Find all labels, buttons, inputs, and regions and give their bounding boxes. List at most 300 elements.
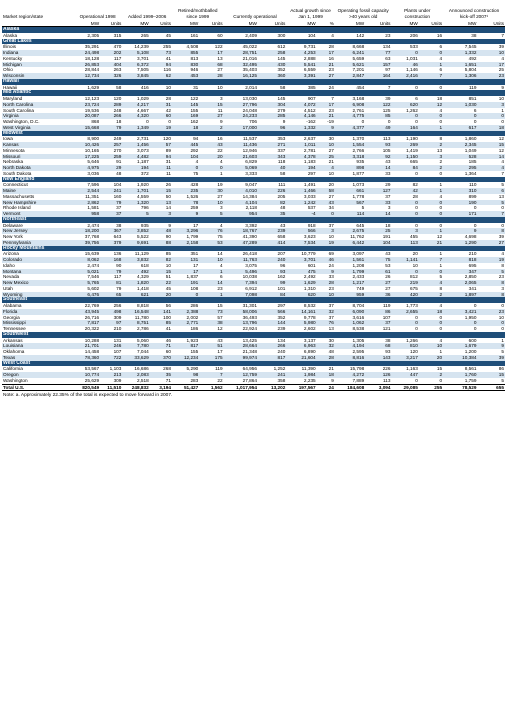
table-cell: 37 [365,320,391,326]
table-cell: 257 [100,142,122,148]
table-cell: 4 [439,55,443,61]
table-cell: 60 [165,349,171,354]
table-cell: 79 [100,200,122,206]
table-cell: 50 [165,193,171,199]
table-cell: 6,963 [286,343,316,349]
table-cell: 0 [501,119,504,124]
table-cell: 63 [385,55,391,61]
table-cell: 94 [150,154,172,160]
table-cell: 297 [307,170,316,176]
table-cell: 13 [150,200,172,206]
table-cell: 0 [419,50,443,56]
table-cell: 1,679 [443,343,477,349]
table-cell: 0 [415,119,418,124]
table-cell: 533 [410,44,418,50]
table-cell: 9 [168,222,171,228]
table-cell: 104 [307,32,316,38]
state-name: Delaware [3,222,23,228]
table-cell: 1,820 [122,280,149,286]
subheader-units: Units [100,19,122,27]
table-cell: 0 [392,269,419,275]
table-cell: 1,760 [443,372,477,378]
table-cell: 27 [217,67,223,73]
table-cell: 39,756 [73,240,100,246]
table-cell: 8,561 [464,366,477,372]
table-cell: 114 [335,211,365,217]
table-cell: 39 [385,96,391,101]
table-cell: 169 [172,113,199,119]
table-cell: 21 [328,366,334,372]
table-cell: 9 [501,84,504,90]
table-cell: 113 [392,240,419,246]
table-cell: 566 [258,309,286,315]
table-cell: 29 [100,165,122,171]
table-cell: 5 [361,205,365,211]
table-cell: 21,603 [224,154,258,160]
table-cell: 2,544 [73,188,100,194]
table-cell: 11 [150,165,172,171]
region-name: Midwest [2,131,505,137]
table-cell: 120 [163,136,171,142]
table-cell: 2,388 [172,309,199,315]
table-cell: 7,596 [87,182,100,188]
table-cell: 675 [410,285,418,291]
table-cell: 88 [150,240,172,246]
table-cell: 90 [165,234,171,239]
table-cell: 8,062 [73,257,100,263]
table-cell: 10 [199,257,223,263]
table-cell: 6,890 [303,349,316,354]
table-cell: 33 [385,170,391,176]
table-cell: 0 [439,119,443,124]
table-cell: 0 [473,205,477,211]
table-cell: 11,763 [224,257,258,263]
table-cell: 7,044 [136,349,149,354]
table-cell: 175 [199,355,223,361]
table-cell: 246 [100,343,122,349]
table-cell: 5 [501,377,504,383]
table-cell: 235 [172,188,199,194]
table-cell: 23 [385,32,391,38]
table-cell: 134 [382,44,391,50]
table-cell: 7,545 [464,44,477,50]
table-cell: 1 [199,292,223,298]
table-cell: 18 [172,125,199,131]
table-cell: 19 [478,257,506,263]
table-cell: 13 [217,55,223,61]
table-cell: 0 [146,119,149,124]
table-cell: 10 [478,50,506,56]
table-cell: 414 [258,240,286,246]
table-cell: 9 [317,125,335,131]
table-cell: 1,419 [406,147,418,153]
table-cell: 0 [501,326,504,331]
table-cell: 12 [498,136,504,142]
table-cell: 20 [328,182,334,188]
table-cell: 23,724 [73,102,100,108]
table-cell: 566 [286,228,316,234]
table-cell: 27 [328,193,334,199]
table-cell: 1,266 [406,337,418,343]
table-cell: 1,370 [352,136,365,142]
table-cell: 3,832 [122,257,149,263]
table-cell: 18,200 [73,228,100,234]
table-cell: 4 [317,165,335,171]
total-cell: 78,529 [443,384,477,391]
state-name: Rhode Island [3,205,31,211]
table-cell: 256 [113,303,122,308]
table-cell: 855 [172,50,199,56]
table-cell: 12,234 [172,355,199,361]
table-cell: 1,310 [303,285,316,291]
table-cell: 265 [140,32,149,38]
table-cell: 13 [436,147,443,153]
table-cell: 15 [478,142,506,148]
table-cell: 3,333 [245,170,257,176]
table-cell: 416 [140,84,149,90]
table-cell: 4 [501,159,504,165]
total-cell: 51,427 [172,384,199,391]
table-cell: 13,796 [224,320,258,326]
state-name: Arizona [3,251,19,257]
table-cell: 93 [258,269,286,275]
table-cell: 10 [328,234,334,239]
table-cell: 226 [258,188,286,194]
state-name: California [3,366,23,372]
table-cell: 286 [190,303,199,308]
table-cell: 45,022 [242,44,257,50]
table-cell: 946 [190,67,199,73]
table-cell: 1,029 [136,96,149,101]
table-cell: 62 [150,73,172,79]
table-cell: 2,409 [245,32,257,38]
table-cell: 30 [328,337,334,343]
table-cell: 207 [277,251,286,257]
state-name: Ohio [3,67,13,73]
table-cell: 0 [443,113,477,119]
table-cell: 935 [356,159,365,165]
table-cell: 89 [165,147,171,153]
table-cell: 23 [478,73,506,79]
total-cell: 184,608 [335,384,365,391]
table-cell: 420 [392,292,419,298]
table-cell: 78 [172,200,199,206]
table-cell: 0 [478,320,506,326]
table-cell: 259 [100,154,122,160]
plants-header: Plants under construction [404,8,431,19]
table-cell: 107 [382,314,391,320]
table-cell: 35 [258,211,286,217]
table-cell: 210 [468,251,477,257]
table-cell: 119 [469,84,477,90]
table-cell: 353 [277,136,286,142]
subheader-mw: MW [122,19,149,27]
region-name: Great Lakes [2,39,505,45]
table-cell: 84 [392,165,419,171]
table-cell: 17 [478,62,506,68]
table-cell: 100 [163,314,171,320]
table-cell: 145 [277,96,286,101]
table-cell: 315 [113,32,122,38]
table-cell: 145 [277,55,286,61]
table-cell: 5 [478,200,506,206]
table-cell: 14,384 [242,193,257,199]
table-cell: 528 [443,154,477,160]
table-cell: 1,242 [286,200,316,206]
table-cell: 1,773 [406,303,418,308]
table-cell: 155 [190,107,199,113]
table-cell: 94 [150,62,172,68]
table-cell: 4 [501,251,504,257]
table-cell: 6,912 [245,285,257,291]
table-cell: 22 [217,147,223,153]
table-cell: 239 [258,228,286,234]
table-cell: 14 [199,280,223,286]
table-cell: 1 [419,125,443,131]
table-cell: 8 [501,262,504,268]
table-cell: 2 [419,142,443,148]
region-name: Northeast [2,217,505,223]
table-cell: 4,072 [286,102,316,108]
table-cell: 43 [217,337,223,343]
table-cell: 8,532 [303,303,316,308]
table-cell: 23 [328,107,334,113]
table-cell: 2,771 [172,320,199,326]
table-cell: 3,075 [245,262,257,268]
table-cell: 5,522 [136,234,149,239]
table-cell: 58 [116,84,122,90]
table-cell: 119 [215,366,223,372]
table-cell: 6,372 [122,62,149,68]
table-cell: 1 [439,251,443,257]
table-cell: 42 [392,188,419,194]
table-cell: 0 [415,326,418,331]
table-cell: 23 [328,67,334,73]
table-cell: 21,604 [286,355,316,361]
table-cell: 19 [217,182,223,188]
table-cell: 3,616 [352,314,365,320]
table-cell: 120 [410,349,418,354]
table-cell: 1,923 [186,337,199,343]
total-cell: 11,510 [100,384,122,391]
subheader-mw: MW [286,19,316,27]
table-cell: 1,629 [286,280,316,286]
table-cell: 11 [166,170,171,176]
table-cell: 18 [116,119,122,124]
table-cell: 7 [478,211,506,217]
table-cell: 6,476 [73,292,100,298]
table-cell: 10 [328,170,334,176]
table-cell: 3 [478,102,506,108]
table-cell: 53 [385,262,391,268]
table-cell: 23 [217,285,223,291]
table-cell: 326 [100,73,122,79]
table-cell: 0 [361,119,365,124]
table-cell: 17,225 [73,154,100,160]
state-name: Colorado [2,257,73,263]
table-cell: 24 [328,84,334,90]
table-cell: 4,320 [122,113,149,119]
table-cell: 105 [382,147,391,153]
table-cell: 39 [498,234,504,239]
table-cell: 10 [217,84,223,90]
table-cell: 3,097 [352,251,365,257]
state-name: Michigan [2,62,73,68]
table-cell: 0 [415,222,418,228]
table-cell: 270 [113,147,122,153]
table-cell: 3,137 [303,337,316,343]
table-cell: 43 [385,251,391,257]
table-cell: 2,065 [443,280,477,286]
table-cell: 10 [498,96,504,101]
table-cell: 12,734 [73,73,100,79]
table-cell: 37 [328,303,334,308]
table-cell: 4,559 [136,193,149,199]
table-cell: 3,391 [286,73,316,79]
table-cell: 14,161 [286,309,316,315]
table-cell: 643 [113,234,122,239]
table-cell: 2,675 [335,228,365,234]
table-cell: 4 [478,165,506,171]
table-cell: 15 [478,372,506,378]
table-cell: 11,351 [85,193,100,199]
table-cell: 58 [280,170,286,176]
table-cell: 28,664 [224,343,258,349]
table-cell: 347 [443,269,477,275]
table-cell: 38 [116,222,122,228]
table-cell: 51 [165,274,171,280]
table-cell: 11,537 [242,136,257,142]
table-cell: 310 [443,188,477,194]
table-cell: 61 [365,269,391,275]
state-name: Mississippi [2,320,73,326]
table-cell: 20,087 [73,113,100,119]
table-cell: 0 [419,200,443,206]
table-cell: 39 [498,44,504,50]
table-cell: 0 [501,303,504,308]
table-cell: 3,217 [392,355,419,361]
table-cell: 492 [122,269,149,275]
table-cell: 1,466 [286,188,316,194]
table-cell: 10,038 [242,274,257,280]
table-cell: 454 [356,84,365,90]
table-cell: 210 [113,326,122,331]
table-cell: 1,581 [87,205,100,211]
table-cell: 10,384 [443,355,477,361]
table-cell: 10 [165,262,171,268]
table-cell: 31,301 [242,303,257,308]
table-cell: 28 [199,73,223,79]
table-cell: 445 [172,142,199,148]
table-cell: 1 [501,107,504,113]
table-cell: 117 [113,274,122,280]
table-cell: 12 [419,102,443,108]
table-cell: 60 [150,113,172,119]
table-cell: 18 [436,96,443,101]
state-name: South Carolina [3,107,35,113]
table-cell: 26,716 [84,314,100,320]
table-cell: 30 [199,188,223,194]
table-cell: 9,047 [245,182,257,188]
table-cell: 4,377 [335,125,365,131]
total-cell: 3,094 [365,384,391,391]
table-cell: 34 [328,205,334,211]
table-cell: 1 [439,262,443,268]
table-cell: 23 [328,285,334,291]
table-cell: 194 [122,165,149,171]
table-cell: 68 [365,343,391,349]
table-cell: 0 [478,113,506,119]
table-cell: 959 [335,292,365,298]
table-cell: 1,629 [87,84,100,90]
table-cell: 119 [383,303,391,308]
table-cell: 10 [165,84,171,90]
table-cell: 1,418 [136,285,149,291]
table-cell: 85 [365,113,391,119]
table-cell: 475 [286,269,316,275]
table-body [2,27,505,385]
table-cell: 76 [199,228,223,234]
table-cell: 99 [258,280,286,286]
table-cell: 1,526 [186,193,199,199]
table-cell: 14,458 [84,349,100,354]
table-cell: 7,780 [122,343,149,349]
table-cell: 2,474 [87,222,100,228]
table-cell: 1,950 [464,314,477,320]
table-cell: -19 [327,119,334,124]
table-cell: 309 [113,314,122,320]
table-cell: 2,345 [443,142,477,148]
table-cell: 6 [473,107,477,113]
table-cell: 92 [365,154,391,160]
table-cell: 4,010 [224,188,258,194]
state-name: Iowa [3,136,13,142]
state-name: New Hampshire [2,200,73,206]
table-cell: 41 [165,326,171,331]
table-cell: 4 [331,32,334,38]
fossil-header: Operating fossil capacity >40 years old [337,8,389,19]
table-cell: 25 [365,228,391,234]
table-cell: 3,701 [136,55,149,61]
table-cell: 21,701 [73,343,100,349]
table-cell: 1,146 [406,67,418,73]
table-cell: 134 [277,337,286,343]
table-cell: 1 [501,337,504,343]
table-cell: 43 [385,159,391,165]
table-cell: 82 [412,182,418,188]
table-cell: 617 [443,125,477,131]
table-cell: 1,163 [406,366,418,372]
table-cell: 4 [219,262,223,268]
table-cell: 1,049 [464,147,477,153]
table-cell: 2 [199,125,223,131]
table-cell: 269 [392,142,419,148]
table-cell: 2,235 [303,377,316,383]
table-cell: 5,541 [286,62,316,68]
table-cell: 111 [278,182,286,188]
table-cell: -4 [286,211,316,217]
table-cell: 29 [385,182,391,188]
table-cell: 7 [419,73,443,79]
table-cell: 78,360 [73,355,100,361]
table-cell: 219 [392,280,419,286]
table-cell: 2 [419,292,443,298]
table-cell: 1,984 [286,372,316,378]
table-cell: 3,318 [335,154,365,160]
table-cell: 46 [392,62,419,68]
table-cell: 7 [199,372,223,378]
table-cell: 1,150 [392,154,419,160]
